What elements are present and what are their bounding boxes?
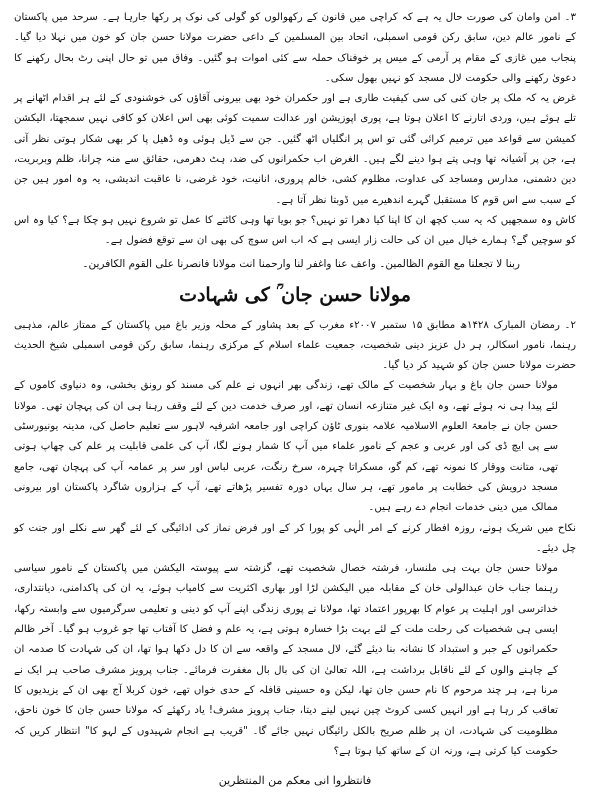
closing-verse: فانتظروا انی معکم من المنتظرین bbox=[218, 774, 372, 788]
paragraph-kaash: کاش وہ سمجھیں کہ یہ سب کچھ ان کا اپنا کیا دھرا تو نہیں؟ جو بویا تھا وہی کاٹنے کا عمل تو شروع نہیں ہو چکا ہے؟ کیا وہ اس کو سوچیں گے؟ ہمارے خیال میں ان کی حالت زار ایسی ہے کہ اب اس سوچ کی بھی ان سے توقع فضول ہے۔ bbox=[14, 214, 576, 247]
obituary-paragraph-1: ۲۔ رمضان المبارک ۱۴۲۸ھ مطابق ۱۵ ستمبر ۲۰۰۷ء مغرب کے بعد پشاور کے محلہ وزیر باغ میں پاکستان کے ممتاز عالم، مذہبی رہنما، نامور اسکالر، ہر دل عزیز دینی شخصیت، جمعیت علماء اسلام کے مرکزی رہنما، سابق رکن قومی اسمبلی شیخ الحدیث حضرت مولانا حسن جان کو شہید کر دیا گیا۔ bbox=[14, 319, 576, 372]
obituary-paragraph-3: نکاح میں شریک ہونے، روزہ افطار کرنے کے امر الٰہی کو پورا کر کے اور فرض نماز کی ادائیگی کے لئے گھر سے نکلے اور جنت کو چل دیئے۔ bbox=[14, 522, 576, 554]
obituary-title: مولانا حسن جان ؒ کی شہادت bbox=[179, 283, 411, 306]
duaa-line: ربنا لا تجعلنا مع القوم الظالمین۔ واعف عنا واغفر لنا وارحمنا انت مولانا فانصرنا علی القوم الکافرین۔ bbox=[82, 257, 520, 270]
magazine-page bbox=[10, 8, 580, 798]
paragraph-law-and-order: ۳۔ امن وامان کی صورت حال یہ ہے کہ کراچی میں قانون کے رکھوالوں کو گولی کی نوک پر رکھا جارہا ہے۔ سرحد میں پاکستان کے نامور عالم دین، سابق رکن قومی اسمبلی، اتحاد بین المسلمین کے داعی حضرت مولانا حسن جان کو خون میں نہلا دیا گیا۔ پنجاب میں غازی کے مقام پر آرمی کے میس پر خوفناک حملہ سے کئی اموات ہو گئیں۔ وفاق میں تو حال اپنی رٹ بحال رکھنے کا دعویٰ رکھنے والی حکومت لال مسجد کو نہیں بھول سکی۔ bbox=[14, 12, 576, 84]
paragraph-gharz: غرض یہ کہ ملک پر جان کنی کی سی کیفیت طاری ہے اور حکمران خود بھی بیرونی آقاؤں کی خوشنودی کے لئے ہر اقدام اٹھانے پر تلے ہوئے ہیں، وردی اتارنے کا اعلان ہوتا ہے، پوری اپوزیشن اور عدالت سمیت کوئی بھی اس اعلان کو کافی نہیں سمجھتا، الیکشن کمیشن سے قواعد میں ترمیم کرائی گئی تو اس پر انگلیاں اٹھ گئیں۔ جن سے ڈیل ہوئی وہ ڈھیل پا کر بھی شکار ہوتی نظر آتی ہے، جن پر آشیانہ تھا وہی پتے ہوا دینے لگے ہیں۔ الغرض اب حکمرانوں کی ضد، ہٹ دھرمی، حقائق سے منہ چرانا، ظلم وبربریت، دین دشمنی، مدارس ومساجد کی عداوت، مظلوم کشی، خالم پروری، انانیت، خود غرضی، نا عاقبت اندیشی، یہ وہ امور ہیں جن کے سبب سے اس قوم کا مستقبل گہرے اندھیرے میں ڈوبتا نظر آتا ہے۔ bbox=[14, 93, 576, 206]
obituary-paragraph-2: مولانا حسن جان باغ و بہار شخصیت کے مالک تھے، زندگی بھر انہوں نے علم کی مسند کو رونق بخشی، وہ دنیاوی کاموں کے لئے پیدا ہی نہ ہوئے تھے، وہ ایک غیر متنازعہ انسان تھے، اور صرف خدمت دین کے لئے وقف رہنا ہی ان کی پہچان تھی۔ مولانا حسن جان نے جامعۃ العلوم الاسلامیہ علامہ بنوری ٹاؤن کراچی اور جامعہ اشرفیہ لاہور سے تعلیم حاصل کی، مدینہ یونیورسٹی سے پی ایچ ڈی کی اور عربی و عجم کے نامور علماء میں آپ کا شمار ہونے لگا، آپ کی علمی قابلیت پر علم کی چھاپ ہوتی تھی، متانت ووقار کا نمونہ تھے، کم گو، مسکراتا چہرہ، سرخ رنگت، عربی لباس اور سر پر عمامہ آپ کی پہچان تھی، جامع مسجد درویش کی خطابت پر مامور تھے، ہر سال یہاں دورہ تفسیر پڑھاتے تھے، آپ کے ہزاروں شاگرد پاکستان اور بیرونی ممالک میں دینی خدمات انجام دے رہے ہیں۔ bbox=[14, 380, 558, 514]
obituary-paragraph-4: مولانا حسن جان بہت ہی ملنسار، فرشتہ خصال شخصیت تھے، گزشتہ سے پیوستہ الیکشن میں پاکستان کے نامور سیاسی رہنما جناب خان عبدالولی خان کے مقابلہ میں الیکشن لڑا اور بھاری اکثریت سے کامیاب ہوئے، یہ ان کی پاکدامنی، دیانتداری، خداترسی اور اہلیت پر عوام کا بھرپور اعتماد تھا، مولانا نے پوری زندگی اپنے آپ کو دینی و تعلیمی سرگرمیوں سے وابستہ رکھا، ایسی ہی شخصیات کی رحلت ملت کے لئے بہت بڑا خسارہ ہوتی ہے، یہ علم و فضل کا آفتاب تھا جو غروب ہو گیا۔ آخر ظالم حکمرانوں کے جبر و استبداد کا نشانہ بنا دیئے گئے، لال مسجد کے واقعہ سے ان کا دل دکھا ہوا تھا، ان کی شہادت کا صدمہ ان کے چاہنے والوں کے لئے ناقابل برداشت ہے، اللہ تعالیٰ ان کی بال بال مغفرت فرمائے۔ جناب پرویز مشرف صاحب ہر ایک نے مرنا ہے، ہر چند مرحوم کا نام حسن جان تھا، لیکن وہ حسینی قافلہ کے حدی خواں تھے، خون کربلا آج بھی ان کے یزیدیوں کا تعاقب کر رہا ہے اور انہیں کسی کروٹ چین نہیں لینے دیتا، جناب پرویز مشرف! یاد رکھئے کہ مولانا حسن جان کا خون ناحق، مظلومیت کی شہادت، ان پر ظلم صریح بالکل رائیگاں نہیں جائے گا۔ "قریب ہے انجام شہیدوں کے لہو کا" انتظار کریں کہ حکومت کیا کرتی ہے، ورنہ ان کے ساتھ کیا ہوتا ہے؟ bbox=[14, 563, 558, 757]
